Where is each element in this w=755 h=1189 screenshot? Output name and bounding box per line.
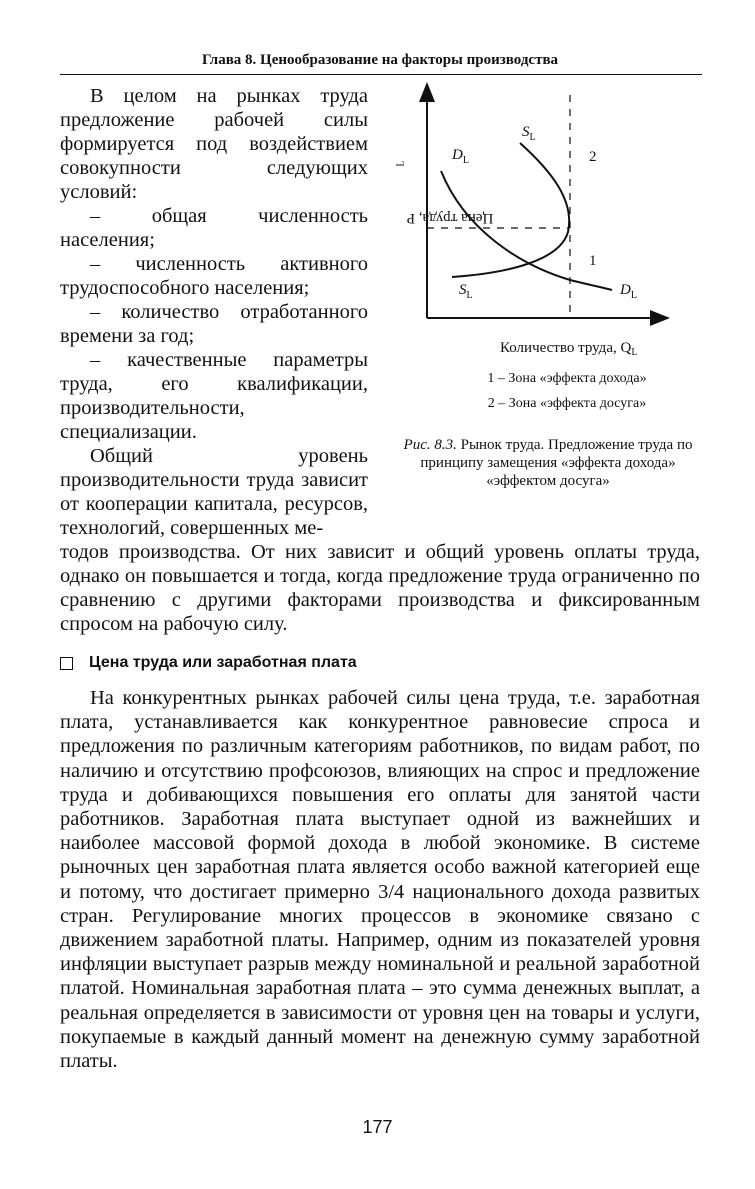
caption-text: Рынок труда. Предложение труда по принципу замещения «эффекта дохода» «эффектом досуга» xyxy=(420,437,693,489)
y-axis-label: Цена труда, P $_L$ xyxy=(395,160,494,226)
paragraph-1: В целом на рынках труда предложение рабочей силы формируется под воздействием совокупности следующих условий: xyxy=(60,85,368,203)
curve-label-s-top: $S_L$ xyxy=(522,124,536,143)
caption-number: Рис. 8.3. xyxy=(403,437,457,453)
list-item: – количество отработанного времени за год; xyxy=(60,301,368,347)
body-text xyxy=(60,686,700,1073)
checkbox-icon xyxy=(60,657,73,670)
list-item: – численность активного трудоспособного населения; xyxy=(60,253,368,299)
paragraph-2-start: Общий уровень производительности труда зависит от кооперации капитала, ресурсов, технологий, совершенных ме- xyxy=(60,445,368,539)
section-heading xyxy=(60,654,700,672)
curve-label-d-top: $D_L$ xyxy=(452,147,469,166)
curve-label-s-bottom: $S_L$ xyxy=(459,282,473,301)
list-item: – общая численность населения; xyxy=(60,205,368,251)
page-number: 177 xyxy=(362,1117,393,1137)
paragraph-2-continuation: тодов производства. От них зависит и общий уровень оплаты труда, однако он повышается и тогда, когда предложение труда ограниченно по сравнению с другими факторами производства и фиксированным спросом на рабочую силу. xyxy=(60,541,700,635)
legend-2: 2 – Зона «эффекта досуга» xyxy=(487,396,647,411)
section-title: Цена труда или заработная плата xyxy=(89,654,357,671)
legend-1: 1 – Зона «эффекта дохода» xyxy=(487,371,647,386)
list-item: – качественные параметры труда, его квалификации, производительности, специализации. xyxy=(60,349,368,443)
zone-1-label: 1 xyxy=(589,253,597,269)
zone-2-label: 2 xyxy=(589,149,597,165)
demand-curve xyxy=(441,171,612,290)
x-axis-label: Количество труда, $Q_L$ xyxy=(500,340,638,358)
paragraph-3: На конкурентных рынках рабочей силы цена труда, т.е. заработная плата, устанавливается как конкурентное равновесие спроса и предложения по различным категориям работников, по видам работ, по наличию и отсутствию профсоюзов, влияющих на спрос и предложение труда и добивающихся повышения его оплаты для занятой части работников. Заработная плата выступает одной из важнейших и наиболее массовой формой дохода в любой экономике. В системе рыночных цен заработная плата является особо важной категорией еще и потому, что достигает примерно 3/4 национального дохода развитых стран. Регулирование многих процессов в экономике связано с движением заработной платы. Например, одним из показателей уровня инфляции выступает разрыв между номинальной и реальной заработной платой. Номинальная заработная плата – это сумма денежных выплат, а реальная определяется в зависимости от уровня цен на товары и услуги, покупаемые в каждый данный момент на денежную сумму заработной платы. xyxy=(60,687,700,1073)
curve-label-d-bottom: $D_L$ xyxy=(620,282,637,301)
running-header: Глава 8. Ценообразование на факторы производства xyxy=(201,52,559,68)
full-width-text xyxy=(60,540,700,636)
figure-caption xyxy=(398,436,698,490)
